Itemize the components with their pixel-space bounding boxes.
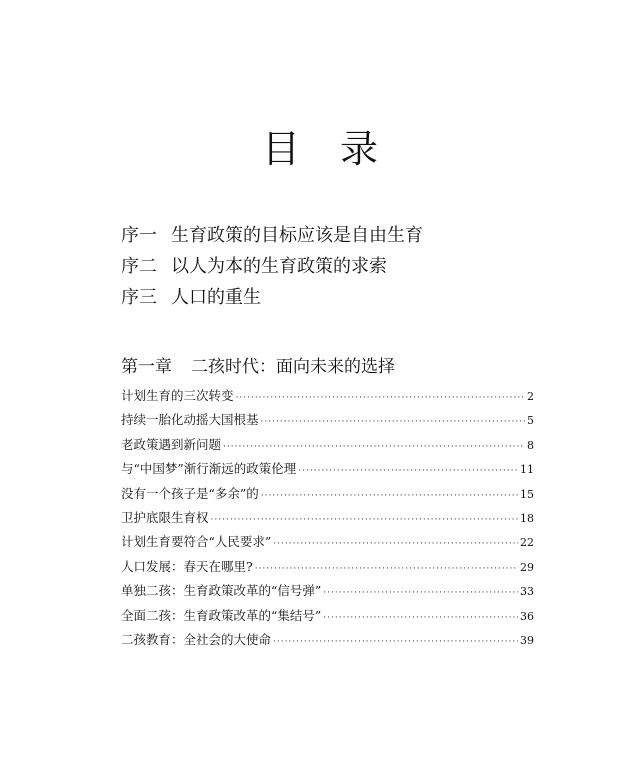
toc-entry[interactable] <box>121 606 534 630</box>
preface-title: 生育政策的目标应该是自由生育 <box>171 225 423 246</box>
dot-leader <box>323 613 518 623</box>
dot-leader <box>236 393 525 403</box>
toc-entry-page: 11 <box>520 463 534 477</box>
preface-list <box>121 220 423 313</box>
toc-entry[interactable] <box>121 532 534 556</box>
toc-entry[interactable] <box>121 581 534 605</box>
toc-entry-page: 8 <box>527 438 534 452</box>
toc-entry[interactable] <box>121 484 534 508</box>
dot-leader <box>255 564 518 574</box>
page-title: 目录 <box>261 127 418 171</box>
toc-entry-page: 36 <box>520 609 534 623</box>
toc-entry-page: 33 <box>520 585 534 599</box>
toc-entry-page: 39 <box>520 633 534 647</box>
toc-entry[interactable] <box>121 459 534 483</box>
toc-entry-page: 18 <box>520 511 534 525</box>
preface-title: 人口的重生 <box>171 287 261 308</box>
toc-entry[interactable] <box>121 386 534 410</box>
toc-entry-list <box>121 386 534 654</box>
toc-entry[interactable] <box>121 630 534 654</box>
chapter-title: 二孩时代：面向未来的选择 <box>191 357 395 377</box>
dot-leader <box>261 417 525 427</box>
toc-entry-title: 人口发展：春天在哪里? <box>121 558 253 574</box>
toc-entry[interactable] <box>121 508 534 532</box>
preface-item[interactable] <box>121 251 423 282</box>
preface-item[interactable] <box>121 220 423 251</box>
toc-entry-title: 与“中国梦”渐行渐远的政策伦理 <box>121 461 297 477</box>
toc-entry-title: 单独二孩：生育政策改革的“信号弹” <box>121 583 322 599</box>
toc-entry[interactable] <box>121 435 534 459</box>
dot-leader <box>273 637 518 647</box>
dot-leader <box>323 588 518 598</box>
dot-leader <box>211 515 518 525</box>
preface-item[interactable] <box>121 282 423 313</box>
dot-leader <box>298 466 518 476</box>
toc-entry-title: 计划生育的三次转变 <box>121 388 234 403</box>
preface-number: 序二 <box>121 256 157 277</box>
toc-entry-page: 15 <box>520 487 534 501</box>
toc-entry-page: 5 <box>527 414 534 428</box>
toc-entry-title: 计划生育要符合“人民要求” <box>121 534 272 550</box>
toc-entry-title: 持续一胎化动摇大国根基 <box>121 412 259 428</box>
preface-number: 序一 <box>121 225 157 246</box>
toc-entry-title: 卫护底限生育权 <box>121 509 209 525</box>
toc-entry[interactable] <box>121 410 534 434</box>
preface-title: 以人为本的生育政策的求索 <box>171 256 387 277</box>
preface-number: 序三 <box>121 287 157 308</box>
toc-entry-title: 全面二孩：生育政策改革的“集结号” <box>121 607 322 623</box>
toc-entry-page: 29 <box>520 560 534 574</box>
dot-leader <box>273 539 518 549</box>
toc-entry[interactable] <box>121 557 534 581</box>
toc-entry-page: 2 <box>527 390 534 403</box>
chapter-number: 第一章 <box>121 357 172 377</box>
dot-leader <box>261 491 518 501</box>
toc-entry-title: 没有一个孩子是“多余”的 <box>121 485 259 501</box>
toc-entry-title: 老政策遇到新问题 <box>121 436 222 452</box>
toc-entry-title: 二孩教育：全社会的大使命 <box>121 631 272 647</box>
chapter-heading[interactable] <box>121 352 395 377</box>
toc-entry-page: 22 <box>520 536 534 550</box>
dot-leader <box>223 442 525 452</box>
